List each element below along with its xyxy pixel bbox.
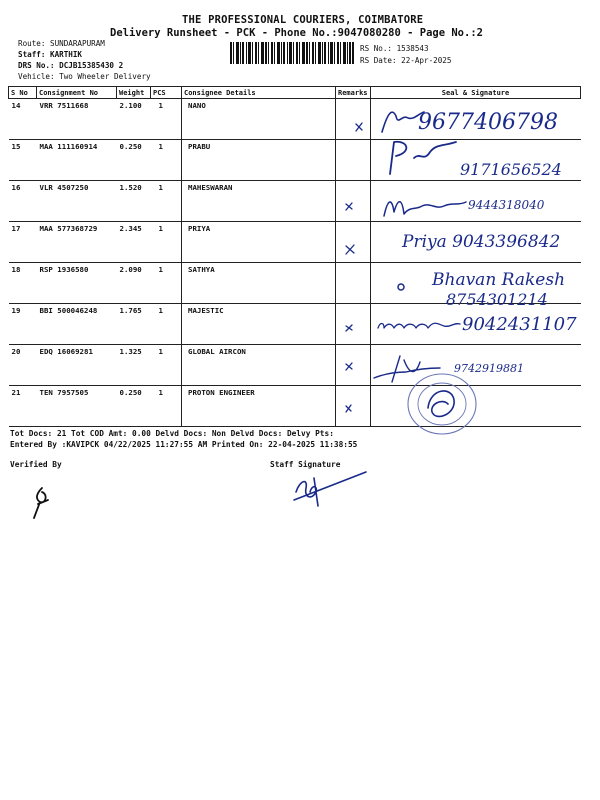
barcode-image <box>230 42 354 64</box>
row-consignee: MAHESWARAN <box>182 181 336 222</box>
circle-mark-icon <box>394 280 408 294</box>
row-sno: 19 <box>9 304 37 345</box>
row-consignee: SATHYA <box>182 263 336 304</box>
row-consignment: RSP 1936580 <box>37 263 117 304</box>
row-weight: 1.325 <box>117 345 151 386</box>
row-weight: 2.090 <box>117 263 151 304</box>
row-consignment: MAA 577368729 <box>37 222 117 263</box>
row-consignee: PROTON ENGINEER <box>182 386 336 427</box>
col-weight: Weight <box>117 87 151 99</box>
row-sno: 21 <box>9 386 37 427</box>
signature-name-18: Bhavan Rakesh <box>432 270 566 290</box>
signature-phone-14: 9677406798 <box>418 110 558 135</box>
drs-label: DRS No.: DCJB15385430 2 <box>18 61 124 70</box>
signature-scribble-19 <box>374 314 464 338</box>
x-mark-icon <box>346 325 352 331</box>
row-consignee: PRIYA <box>182 222 336 263</box>
row-sno: 18 <box>9 263 37 304</box>
row-weight: 2.345 <box>117 222 151 263</box>
rs-number: RS No.: 1538543 <box>360 44 429 53</box>
runsheet-subtitle: Delivery Runsheet - PCK - Phone No.:9047080280 - Page No.:2 <box>110 27 483 39</box>
row-pcs: 1 <box>151 345 182 386</box>
row-weight: 1.765 <box>117 304 151 345</box>
staff-signature-label: Staff Signature <box>270 460 341 469</box>
verified-by-label: Verified By <box>10 460 62 469</box>
row-consignee: MAJESTIC <box>182 304 336 345</box>
row-pcs: 1 <box>151 304 182 345</box>
row-pcs: 1 <box>151 99 182 140</box>
signature-phone-20: 9742919881 <box>454 362 524 375</box>
signature-phone-18: 8754301214 <box>446 290 548 309</box>
x-mark-icon <box>356 123 362 131</box>
col-pcs: PCS <box>151 87 182 99</box>
signature-phone-19: 9042431107 <box>462 314 577 335</box>
row-weight: 1.520 <box>117 181 151 222</box>
table-row <box>9 386 581 427</box>
col-remarks: Remarks <box>336 87 371 99</box>
row-consignment: BBI 500046248 <box>37 304 117 345</box>
signature-phone-16: 9444318040 <box>468 198 545 212</box>
runsheet-table <box>8 86 581 427</box>
company-title: THE PROFESSIONAL COURIERS, COIMBATORE <box>182 14 424 26</box>
row-consignee: PRABU <box>182 140 336 181</box>
col-sno: S No <box>9 87 37 99</box>
x-mark-icon <box>346 245 354 254</box>
x-mark-icon <box>346 203 352 210</box>
verified-signature <box>28 484 58 520</box>
row-sno: 14 <box>9 99 37 140</box>
totals-line: Tot Docs: 21 Tot COD Amt: 0.00 Delvd Docs: Non Delvd Docs: Delvy Pts: <box>10 429 334 438</box>
vehicle-label: Vehicle: Two Wheeler Delivery <box>18 72 151 81</box>
signature-phone-15: 9171656524 <box>460 160 562 179</box>
row-pcs: 1 <box>151 263 182 304</box>
x-mark-icon <box>346 363 352 370</box>
route-label: Route: SUNDARAPURAM <box>18 39 105 48</box>
table-header <box>9 87 581 99</box>
row-pcs: 1 <box>151 386 182 427</box>
row-weight: 2.100 <box>117 99 151 140</box>
entered-printed-line: Entered By :KAVIPCK 04/22/2025 11:27:55 AM Printed On: 22-04-2025 11:38:55 <box>10 440 358 449</box>
row-consignment: EDQ 16069281 <box>37 345 117 386</box>
row-consignment: TEN 7957505 <box>37 386 117 427</box>
row-weight: 0.250 <box>117 140 151 181</box>
row-pcs: 1 <box>151 181 182 222</box>
row-weight: 0.250 <box>117 386 151 427</box>
signature-scribble-16 <box>380 192 470 222</box>
staff-signature <box>290 470 370 510</box>
signature-phone-17: Priya 9043396842 <box>402 232 561 252</box>
col-consignment: Consignment No <box>37 87 117 99</box>
company-seal-stamp <box>402 366 482 438</box>
row-pcs: 1 <box>151 222 182 263</box>
row-sno: 15 <box>9 140 37 181</box>
row-sno: 20 <box>9 345 37 386</box>
row-sno: 17 <box>9 222 37 263</box>
remarks-marks <box>340 120 370 420</box>
rs-date: RS Date: 22-Apr-2025 <box>360 56 452 65</box>
row-consignment: VRR 7511668 <box>37 99 117 140</box>
col-consignee: Consignee Details <box>182 87 336 99</box>
row-pcs: 1 <box>151 140 182 181</box>
col-seal-signature: Seal & Signature <box>371 87 581 99</box>
row-consignee: GLOBAL AIRCON <box>182 345 336 386</box>
row-consignment: VLR 4507250 <box>37 181 117 222</box>
row-sno: 16 <box>9 181 37 222</box>
x-mark-icon <box>346 405 351 412</box>
signature-scribble-15 <box>384 138 464 178</box>
row-consignee: NANO <box>182 99 336 140</box>
row-consignment: MAA 111160914 <box>37 140 117 181</box>
staff-label: Staff: KARTHIK <box>18 50 83 59</box>
